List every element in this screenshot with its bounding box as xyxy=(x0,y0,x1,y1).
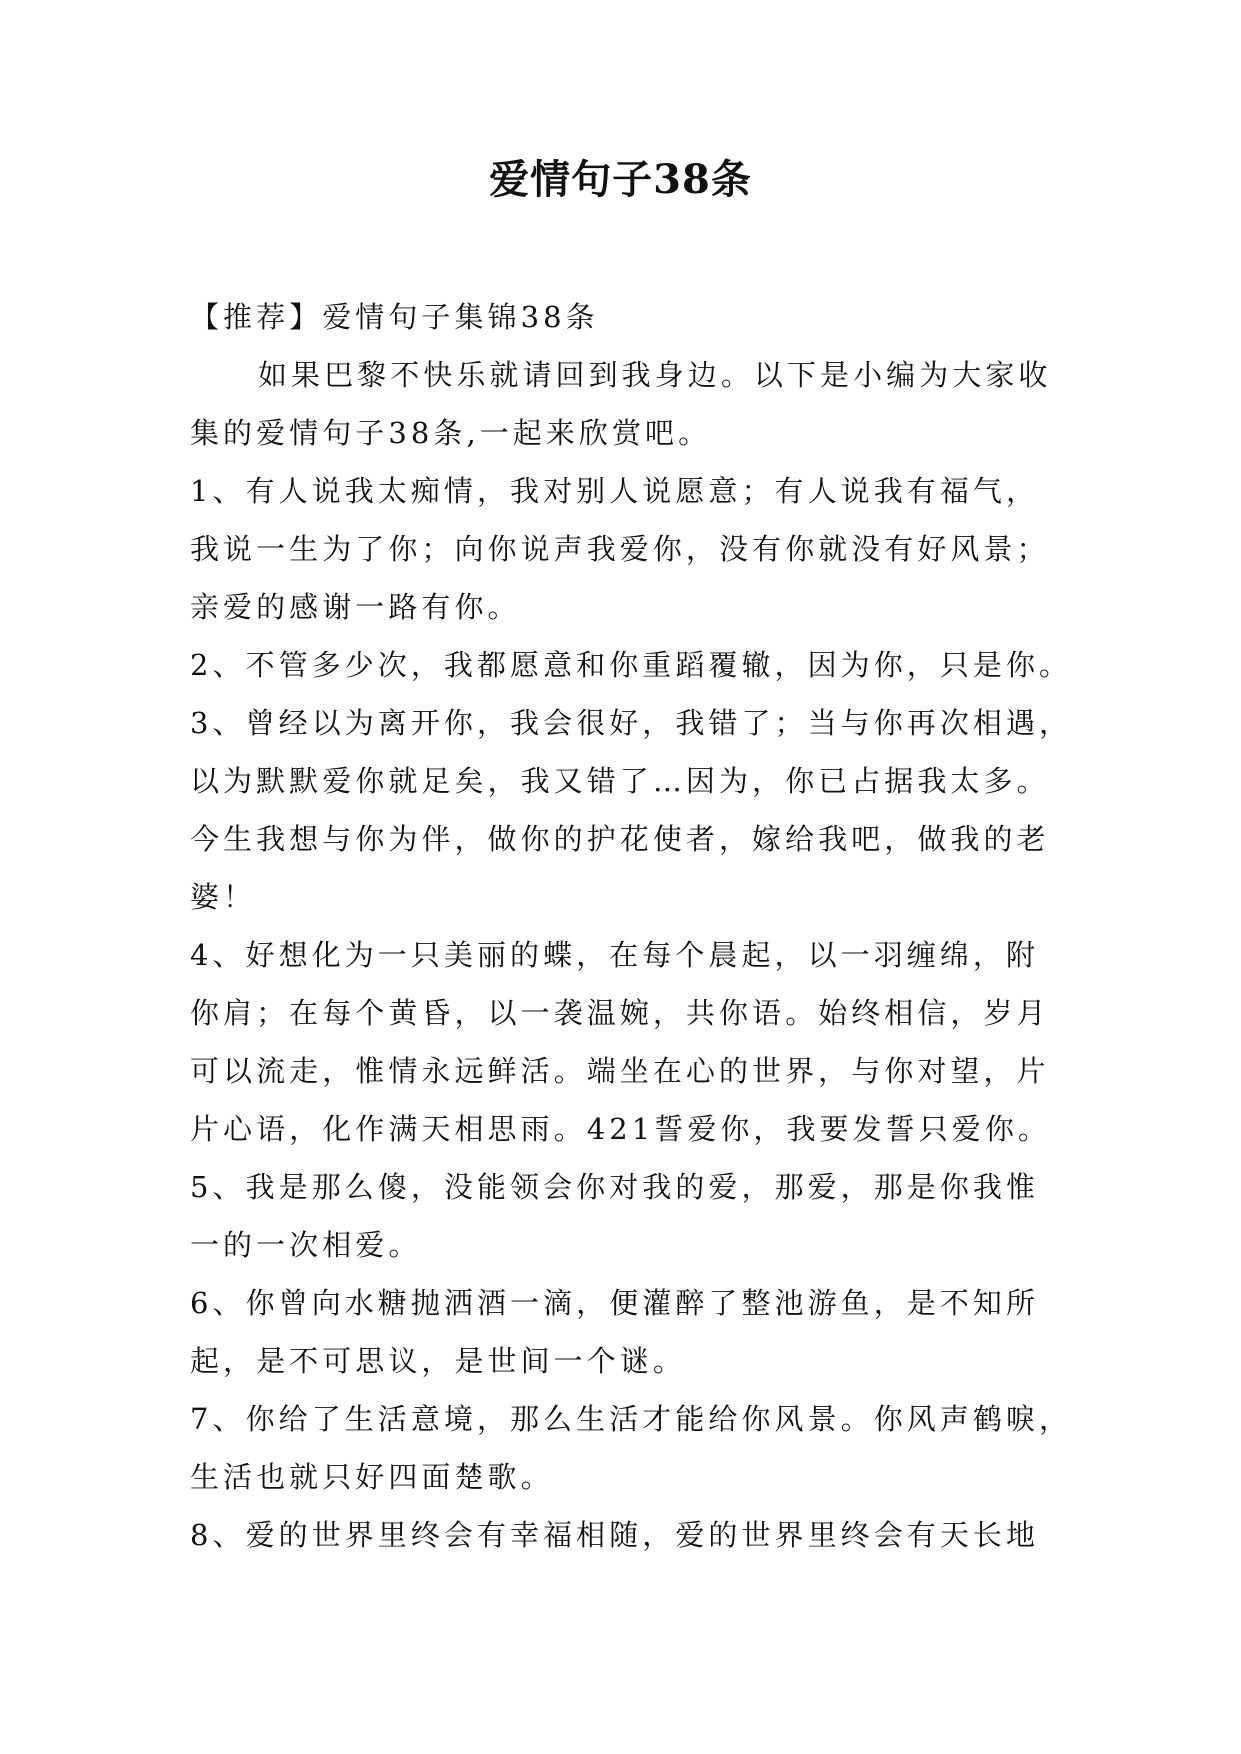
paragraph-line: 一的一次相爱。 xyxy=(190,1228,422,1262)
paragraph-line: 亲爱的感谢一路有你。 xyxy=(190,590,521,624)
paragraph-line: 今生我想与你为伴，做你的护花使者，嫁给我吧，做我的老 xyxy=(190,822,1050,856)
paragraph-line: 5、我是那么傻，没能领会你对我的爱，那爱，那是你我惟 xyxy=(190,1170,1040,1204)
paragraph-line: 片心语，化作满天相思雨。421誓爱你，我要发誓只爱你。 xyxy=(190,1112,1051,1146)
document-subtitle: 【推荐】爱情句子集锦38条 xyxy=(190,300,599,334)
paragraph-line: 如果巴黎不快乐就请回到我身边。以下是小编为大家收 xyxy=(258,358,1052,392)
document-title: 爱情句子38条 xyxy=(489,156,752,203)
paragraph-line: 我说一生为了你；向你说声我爱你，没有你就没有好风景； xyxy=(190,532,1050,566)
paragraph-line: 1、有人说我太痴情，我对别人说愿意；有人说我有福气， xyxy=(190,474,1040,508)
paragraph-line: 8、爱的世界里终会有幸福相随，爱的世界里终会有天长地 xyxy=(190,1518,1040,1552)
paragraph-line: 你肩；在每个黄昏，以一袭温婉，共你语。始终相信，岁月 xyxy=(190,996,1050,1030)
paragraph-line: 生活也就只好四面楚歌。 xyxy=(190,1460,554,1494)
paragraph-line: 集的爱情句子38条,一起来欣赏吧。 xyxy=(190,416,712,450)
paragraph-line: 6、你曾向水糖抛洒酒一滴，便灌醉了整池游鱼，是不知所 xyxy=(190,1286,1040,1320)
paragraph-line: 可以流走，惟情永远鲜活。端坐在心的世界，与你对望，片 xyxy=(190,1054,1050,1088)
document-body xyxy=(190,288,1073,1564)
paragraph-line: 婆！ xyxy=(190,880,257,914)
paragraph-line: 起，是不可思议，是世间一个谜。 xyxy=(190,1344,686,1378)
paragraph-line: 7、你给了生活意境，那么生活才能给你风景。你风声鹤唳， xyxy=(190,1402,1073,1436)
paragraph-line: 以为默默爱你就足矣，我又错了…因为，你已占据我太多。 xyxy=(190,764,1050,798)
paragraph-line: 3、曾经以为离开你，我会很好，我错了；当与你再次相遇， xyxy=(190,706,1073,740)
paragraph-line: 2、不管多少次，我都愿意和你重蹈覆辙，因为你，只是你。 xyxy=(190,648,1073,682)
paragraph-line: 4、好想化为一只美丽的蝶，在每个晨起，以一羽缠绵，附 xyxy=(190,938,1040,972)
